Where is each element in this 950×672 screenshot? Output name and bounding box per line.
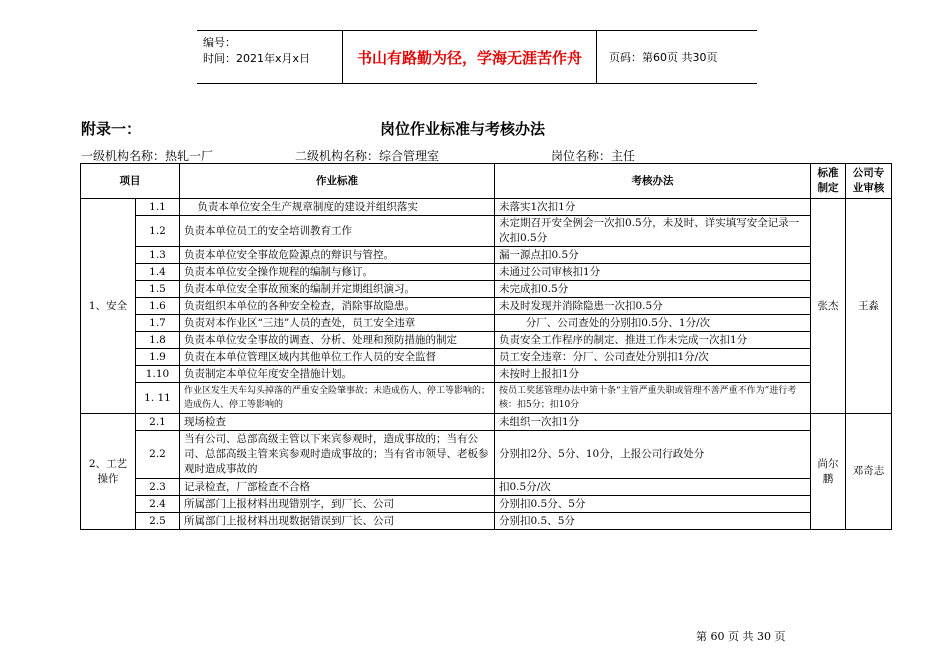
header-meta: [203, 35, 310, 67]
assessment-method: 分别扣0.5分、5分: [495, 496, 811, 513]
table-row: [81, 383, 892, 414]
row-number: 2.1: [136, 414, 180, 431]
work-standard: 负责本单位员工的安全培训教育工作: [180, 216, 495, 247]
assessment-method: 未及时发现并消除隐患一次扣0.5分: [495, 298, 811, 315]
table-row: [81, 216, 892, 247]
row-number: 1.9: [136, 349, 180, 366]
table-row: [81, 366, 892, 383]
work-standard: 所属部门上报材料出现数据错误到厂长、公司: [180, 513, 495, 530]
document-title: 岗位作业标准与考核办法: [380, 120, 546, 138]
work-standard: 负责本单位安全事故的调查、分析、处理和预防措施的制定: [180, 332, 495, 349]
row-number: 2.3: [136, 479, 180, 496]
level2-org: 二级机构名称：综合管理室: [295, 149, 440, 163]
row-number: 1.5: [136, 281, 180, 298]
assessment-method: 负责安全工作程序的制定、推进工作未完成一次扣1分: [495, 332, 811, 349]
table-row: [81, 332, 892, 349]
standard-maker: 尚尔鹏: [811, 414, 846, 530]
row-number: 1.6: [136, 298, 180, 315]
header-item: 项目: [81, 164, 180, 199]
assessment-method: 未定期召开安全例会一次扣0.5分，未及时、详实填写安全记录一次扣0.5分: [495, 216, 811, 247]
row-number: 1.1: [136, 199, 180, 216]
post-name: 岗位名称：主任: [551, 149, 636, 163]
work-standard: 负责组织本单位的各种安全检查，消除事故隐患。: [180, 298, 495, 315]
assessment-method: 扣0.5分/次: [495, 479, 811, 496]
header-standard: 作业标准: [180, 164, 495, 199]
page-header: [197, 30, 757, 84]
page-footer: 第 60 页 共 30 页: [696, 630, 786, 643]
company-reviewer: 邓奇志: [846, 414, 892, 530]
row-number: 1.7: [136, 315, 180, 332]
table-row: [81, 199, 892, 216]
table-row: [81, 247, 892, 264]
work-standard: 负责本单位安全事故预案的编制并定期组织演习。: [180, 281, 495, 298]
table-row: [81, 414, 892, 431]
table-row: [81, 315, 892, 332]
assessment-method: 未通过公司审核扣1分: [495, 264, 811, 281]
work-standard: 负责本单位安全操作规程的编制与修订。: [180, 264, 495, 281]
assessment-method: 未按时上报扣1分: [495, 366, 811, 383]
number-label: 编号：: [203, 36, 236, 49]
section-name: 1、安全: [81, 199, 136, 414]
work-standard: 负责本单位安全生产规章制度的建设并组织落实: [180, 199, 495, 216]
work-standard: 作业区发生天车勾头掉落的严重安全险肇事故；未造成伤人、停工等影响的；造成伤人、停工等影响的: [180, 383, 495, 414]
row-number: 1.3: [136, 247, 180, 264]
assessment-table: [80, 163, 892, 530]
assessment-method: 员工安全违章：分厂、公司查处分别扣1分/次: [495, 349, 811, 366]
row-number: 1. 11: [136, 383, 180, 414]
company-reviewer: 王淼: [846, 199, 892, 414]
work-standard: 当有公司、总部高级主管以下来宾参观时，造成事故的；当有公司、总部高级主管来宾参观时造成事故的；当有省市领导、老板参观时造成事故的: [180, 431, 495, 479]
work-standard: 负责在本单位管理区域内其他单位工作人员的安全监督: [180, 349, 495, 366]
table-row: [81, 513, 892, 530]
row-number: 2.2: [136, 431, 180, 479]
time-label: 时间：2021年x月x日: [203, 52, 311, 65]
table-row: [81, 496, 892, 513]
work-standard: 负责对本作业区“三违”人员的查处，员工安全违章: [180, 315, 495, 332]
work-standard: 现场检查: [180, 414, 495, 431]
work-standard: 负责本单位安全事故危险源点的辩识与管控。: [180, 247, 495, 264]
page-info: 页码：第60页 共30页: [609, 51, 718, 64]
table-row: [81, 349, 892, 366]
table-row: [81, 431, 892, 479]
assessment-method: 漏一源点扣0.5分: [495, 247, 811, 264]
assessment-method: 未组织一次扣1分: [495, 414, 811, 431]
work-standard: 负责制定本单位年度安全措施计划。: [180, 366, 495, 383]
assessment-method: 分厂、公司查处的分别扣0.5分、1分/次: [495, 315, 811, 332]
row-number: 2.4: [136, 496, 180, 513]
assessment-method: 未落实1次扣1分: [495, 199, 811, 216]
header-method: 考核办法: [495, 164, 811, 199]
assessment-method: 未完成扣0.5分: [495, 281, 811, 298]
table-row: [81, 479, 892, 496]
assessment-method: 分别扣2分、5分、10分，上报公司行政处分: [495, 431, 811, 479]
row-number: 1.2: [136, 216, 180, 247]
work-standard: 所属部门上报材料出现错别字，到厂长、公司: [180, 496, 495, 513]
appendix-label: 附录一：: [81, 120, 142, 138]
table-row: [81, 264, 892, 281]
table-row: [81, 281, 892, 298]
table-row: [81, 298, 892, 315]
row-number: 1.10: [136, 366, 180, 383]
assessment-method: 分别扣0.5、5分: [495, 513, 811, 530]
row-number: 2.5: [136, 513, 180, 530]
assessment-method: 按员工奖惩管理办法中第十条“主管严重失职或管理不善严重不作为”进行考核：扣5分；扣10分: [495, 383, 811, 414]
motto: 书山有路勤为径，学海无涯苦作舟: [342, 31, 597, 83]
work-standard: 记录检查，厂部检查不合格: [180, 479, 495, 496]
table-header-row: [81, 164, 892, 199]
section-name: 2、工艺操作: [81, 414, 136, 530]
standard-maker: 张杰: [811, 199, 846, 414]
level1-org: 一级机构名称：热轧一厂: [81, 149, 214, 163]
row-number: 1.4: [136, 264, 180, 281]
row-number: 1.8: [136, 332, 180, 349]
header-review: 公司专业审核: [846, 164, 892, 199]
header-std-maker: 标准制定: [811, 164, 846, 199]
